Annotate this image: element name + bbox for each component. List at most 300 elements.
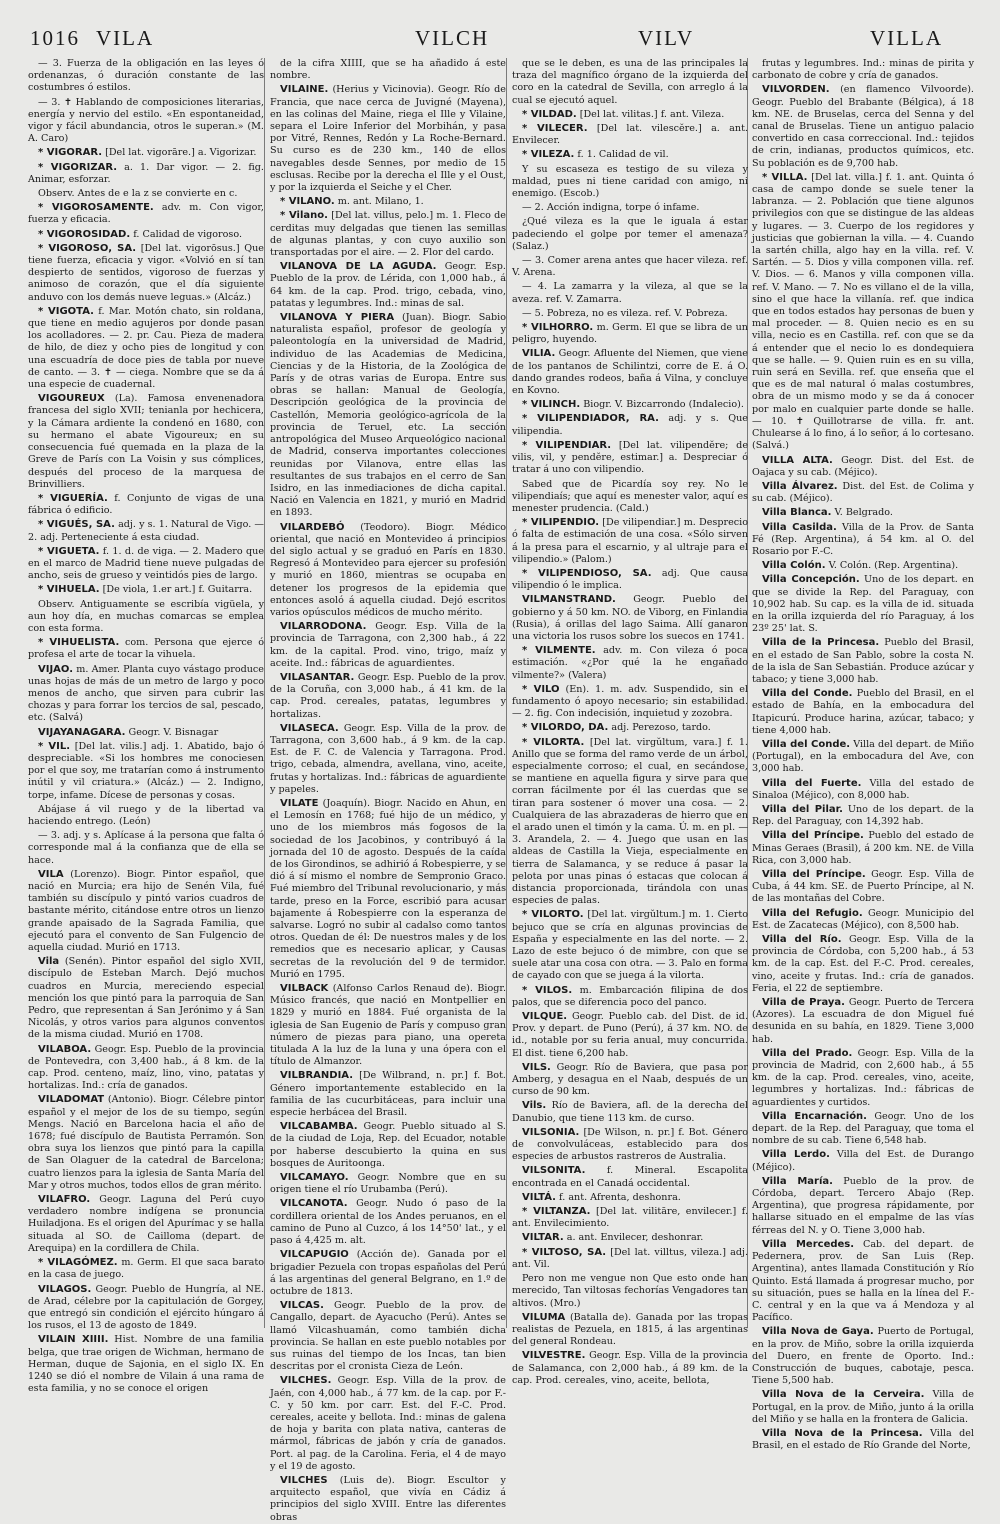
- entry-headword: * VILTANZA.: [522, 1206, 591, 1218]
- entry-text: Geogr. Uno de los depart. de la Rep. del Paraguay, que toma el nombre de su cab. Tiene 6,548 hab.: [752, 1110, 974, 1147]
- guide-word: VILLA: [870, 26, 943, 50]
- entry-text: Geogr. Pueblo cab. del Dist. de id. Prov. y depart. de Puno (Perú), á 37 km. NO. de id., notable por su feria anual, muy concurrida. El dist. tiene 6,200 hab.: [512, 1011, 748, 1059]
- dictionary-entry: [512, 722, 748, 734]
- entry-headword: VILTÁ.: [522, 1191, 556, 1203]
- entry-text: Observ. Antiguamente se escribía vigüela, y aun hoy día, en muchas comarcas se emplea con esta forma.: [28, 598, 264, 634]
- dictionary-entry: [28, 393, 264, 491]
- entry-headword: Villa del Fuerte.: [762, 777, 862, 789]
- dictionary-entry: [512, 1165, 748, 1189]
- entry-headword: VILANOVA Y PIERA: [280, 312, 395, 324]
- entry-text: Uno de los depart. en que se divide la Rep. del Paraguay, con 10,902 hab. Su cap. es la villa de id. situada en la orilla izquierda del río Paraguay, á los 23º 25' lat. S.: [752, 574, 974, 635]
- dictionary-entry: [270, 723, 506, 796]
- entry-headword: VILANOVA DE LA AGUDA.: [280, 261, 437, 273]
- entry-text: — 4. La zamarra y la vileza, al que se la aveza. ref. V. Zamarra.: [512, 281, 748, 305]
- entry-text: Geogr. Dist. del Est. de Oajaca y su cab. (Méjico).: [752, 454, 974, 478]
- entry-headword: * VIGORIZAR.: [38, 161, 118, 173]
- dictionary-entry: [28, 637, 264, 661]
- entry-text: Geogr. Esp. Villa de Cuba, á 44 km. SE. de Puerto Príncipe, al N. de las montañas del Cobre.: [752, 869, 974, 905]
- entry-text: Hist. Nombre de una familia belga, que trae origen de Wichman, hermano de Herman, duque de Sajonia, en el siglo IX. En 1240 se dió el nombre de Vilain á una rama de esta familia, y no se conoce el origen: [28, 1334, 264, 1395]
- entry-headword: Vila: [38, 956, 60, 968]
- entry-text: (En). 1. m. adv. Suspendido, sin el fundamento ó apoyo necesario; sin estabilidad. — 2. fig. Con indecisión, inquietud y zozobra.: [512, 683, 748, 720]
- entry-headword: Villa del Pilar.: [762, 803, 843, 815]
- entry-headword: * VIGUERÍA.: [38, 492, 108, 504]
- entry-text: Geogr. Esp. Villa de la prov. de Tarragona, con 3,600 hab., á 9 km. de la cap. Est. de F. C. de Valencia y Tarragona. Prod. trigo, cebada, almendra, avellana, vino, aceite, frutas y hortalizas. Ind.: fábricas de aguardiente y papeles.: [270, 722, 506, 795]
- dictionary-entry: [28, 243, 264, 304]
- entry-headword: VILS.: [522, 1061, 551, 1073]
- dictionary-entry: [512, 568, 748, 592]
- entry-headword: * VIGOROSO, SA.: [38, 242, 137, 254]
- entry-headword: VILCAMAYO.: [280, 1172, 349, 1184]
- entry-text: (Luis de). Biogr. Escultor y arquitecto español, que vivía en Cádiz á principios del siglo XVIII. Entre las diferentes obras: [270, 1474, 506, 1523]
- entry-headword: Villa Concepción.: [762, 574, 860, 586]
- entry-headword: Villa del Conde.: [762, 688, 853, 700]
- entry-headword: VILAIN XIIII.: [38, 1334, 109, 1346]
- entry-text: ¿Qué vileza es la que le iguala á estar padeciendo el golpe por temer el amenaza? (Salaz.): [512, 216, 748, 252]
- entry-text: [Del lat. vigorōsus.] Que tiene fuerza, eficacia y vigor. «Volvió en sí tan despierto de sentidos, vigoroso de fuerzas y animoso de corazón, que el día siguiente anduvo con los demás nueve leguas.» (Alcáz.): [28, 242, 264, 303]
- entry-text: Villa del Brasil, en el estado de Río Grande del Norte,: [752, 1427, 974, 1452]
- entry-text: [De vilipendiar.] m. Desprecio ó falta de estimación de una cosa. «Sólo sirven á la presa para el escarnio, y al ultraje para el vilipendio.» (Palom.): [512, 517, 748, 565]
- entry-headword: * VILEZA.: [522, 149, 575, 161]
- dictionary-entry: [752, 481, 974, 505]
- dictionary-entry: [28, 1094, 264, 1192]
- entry-headword: VILBRANDIA.: [280, 1070, 354, 1082]
- dictionary-entry: [752, 560, 974, 572]
- dictionary-entry: [512, 645, 748, 682]
- dictionary-entry: [752, 1111, 974, 1148]
- entry-text: Geogr. Esp. Villa de la provincia de Salamanca, con 2,000 hab., á 89 km. de la cap. Prod. cereales, vino, aceite, bellota,: [512, 1350, 748, 1386]
- entry-headword: VILVORDEN.: [762, 84, 830, 96]
- dictionary-entry: [28, 58, 264, 95]
- entry-text: — 3. Comer arena antes que hacer vileza. ref. V. Arena.: [512, 255, 748, 279]
- entry-text: — 3. ✝ Hablando de composiciones literarias, energía y nervio del estilo. «En espontaneidad, vigor y fácil abundancia, otros le superan.» (M. A. Caro): [28, 96, 264, 145]
- entry-headword: Villa del Río.: [762, 934, 842, 946]
- entry-headword: Villa de Praya.: [762, 997, 845, 1009]
- dictionary-entry: [512, 202, 748, 214]
- entry-text: [Del lat. villus, pelo.] m. 1. Fleco de cerditas muy delgadas que tienen las semillas de algunas plantas, y con cuyo auxilio son transportadas por el aire. — 2. Flor del cardo.: [270, 210, 506, 259]
- dictionary-entry: [512, 1232, 748, 1244]
- dictionary-entry: [28, 202, 264, 226]
- dictionary-entry: [28, 519, 264, 543]
- entry-headword: VILAFRO.: [38, 1194, 91, 1206]
- entry-text: [De Wilson, n. pr.] f. Bot. Género de convolvuláceas, establecido para dos especies de arbustos rastreros de Australia.: [512, 1126, 748, 1163]
- entry-text: Geogr. Esp. Villa de la prov. de Jaén, con 4,000 hab., á 77 km. de la cap. por F.-C. y 50 km. por carr. Est. del F.-C. Prod. cereales, aceite y bellota. Ind.: minas de galena de hoja y barita con plata nativa, canteras de mármol, fábricas de jabón y cría de ganados. Port. al pag. de la Carolina. Feria, el 4 de mayo y el 19 de agosto.: [270, 1375, 506, 1472]
- entry-headword: Villa Nova de Gaya.: [762, 1326, 874, 1338]
- dictionary-entry: [28, 546, 264, 583]
- entry-headword: * VIGOTA.: [38, 305, 94, 317]
- entry-text: Uno de los depart. de la Rep. del Paraguay, con 14,392 hab.: [752, 803, 975, 828]
- entry-text: [Del lat. virgŭltum, vara.] f. 1. Anillo que se forma del ramo verde de un árbol, especialmente corroso; el cual, en secándose, se mantiene en aquella figura y sirve para que corran fácilmente por él las cuerdas que se tiran para sostener ó mover una cosa. — 2. Cualquiera de las abrazaderas de hierro que en el arado unen el timón y la cama. Ú. m. en pl. — 3. Arandela, 2. — 4. Juego que usan en las aldeas de Castilla la Vieja, especialmente en tierra de Salamanca, y se reduce á pasar la pelota por unas pinas ó estacas que colocan á distancia proporcionada, tirándola con unas especies de palas.: [512, 736, 748, 907]
- entry-text: adj. y s. Que vilipendia.: [512, 413, 748, 437]
- entry-headword: * VILIPENDIAR.: [522, 439, 612, 451]
- dictionary-entry: [752, 455, 974, 479]
- entry-text: Geogr. Pueblo de la prov. de Cangallo, depart. de Ayacucho (Perú). Antes se llamó Vilcashuamán, como también dicha provincia. Se hallan en este pueblo notables por sus ruinas del tiempo de los Incas, tan bien descritas por el cronista Cieza de León.: [270, 1300, 506, 1373]
- text-column: [752, 58, 975, 1452]
- dictionary-entry: [512, 413, 748, 437]
- dictionary-entry: [512, 1062, 748, 1099]
- entry-headword: Villa de la Princesa.: [762, 637, 880, 649]
- entry-text: m. Germ. El que saca barato en la casa de juego.: [28, 1257, 264, 1281]
- entry-headword: VILAINE.: [280, 84, 329, 96]
- entry-headword: VILASANTAR.: [280, 671, 355, 683]
- dictionary-entry: [512, 985, 748, 1009]
- entry-text: m. Germ. El que se libra de un peligro, huyendo.: [512, 322, 748, 346]
- entry-headword: Villa Colón.: [762, 560, 826, 572]
- entry-text: Geogr. Río de Baviera, que pasa por Amberg, y desagua en el Naab, después de un curso de 90 km.: [512, 1061, 748, 1098]
- entry-text: Sabed que de Picardía soy rey. No le vilipendiaís; que aquí es menester valor, aquí es menester prudencia. (Cald.): [512, 478, 748, 514]
- entry-headword: VILARRODONA.: [280, 621, 367, 633]
- entry-headword: VILABOA.: [38, 1043, 92, 1055]
- entry-text: Geogr. Esp. Villa de la provincia de Córdoba, con 5,200 hab., á 53 km. de la cap. Est. del F.-C. Prod. cereales, vino, aceite y frutas. Ind.: cría de ganados. Feria, el 22 de septiembre.: [752, 934, 974, 994]
- entry-text: (Juan). Biogr. Sabio naturalista español, profesor de geología y paleontología en la universidad de Madrid, individuo de las Academias de Medicina, Ciencias y de la Historia, de la Zoológica de París y de otras varias de Europa. Entre sus obras se hallan: Manual de Geología, Descripción geológica de la provincia de Castellón, Memoria geológico-agrícola de la provincia de Teruel, etc. La sección antropológica del Museo Arqueológico nacional de Madrid, conserva importantes colecciones reunidas por Vilanova, entre ellas las resultantes de sus trabajos en el cerro de San Isidro, en las inmediaciones de dicha capital. Nació en Valencia en 1821, y murió en Madrid en 1893.: [270, 312, 506, 519]
- dictionary-entry: [270, 312, 506, 519]
- entry-headword: * VILIPENDIOSO, SA.: [522, 567, 652, 579]
- entry-text: Geogr. Afluente del Niemen, que viene de los pantanos de Schilintzi, corre de E. á O. dando grandes rodeos, baña á Vilna, y concluye en Kovno.: [512, 348, 748, 397]
- entry-text: Geogr. Pueblo de Hungría, al NE. de Arad, célebre por la capitulación de Gorgey, que entregó sin condición el ejército húngaro á los rusos, el 13 de agosto de 1849.: [28, 1283, 264, 1332]
- dictionary-entry: [512, 1350, 748, 1387]
- dictionary-entry: [752, 778, 974, 802]
- dictionary-entry: [512, 1127, 748, 1164]
- dictionary-entry: [28, 1194, 264, 1255]
- entry-headword: * VILLA.: [762, 171, 808, 183]
- dictionary-entry: [270, 1375, 506, 1473]
- entry-headword: Vils.: [522, 1100, 547, 1112]
- entry-text: V. Colón. (Rep. Argentina).: [828, 560, 959, 572]
- dictionary-entry: [28, 804, 264, 828]
- entry-headword: * VILECER.: [522, 123, 588, 135]
- entry-text: Geogr. Esp. Villa de la provincia de Madrid, con 2,600 hab., á 55 km. de la cap. Prod. cereales, vino, aceite, legumbres y hortalizas. Ind.: fábricas de aguardientes y curtidos.: [752, 1047, 974, 1108]
- dictionary-entry: [270, 210, 506, 259]
- dictionary-entry: [512, 1100, 748, 1124]
- entry-headword: VIGOUREUX: [38, 393, 105, 405]
- entry-text: Pueblo de la prov. de Córdoba, depart. Tercero Abajo (Rep. Argentina), que progresa rápidamente, por hallarse situado en el empalme de las vías férreas del N. y O. Tiene 3,000 hab.: [752, 1175, 974, 1236]
- dictionary-entry: [512, 594, 748, 643]
- dictionary-entry: [512, 308, 748, 320]
- dictionary-entry: [270, 672, 506, 721]
- entry-text: (La). Famosa envenenadora francesa del siglo XVII; tenianla por hechicera, y la Cámara ardiente la condenó en 1680, con su hermano el abate Vigoureux; en su consecuencia fué quemada en la plaza de la Greve de París con La Voisin y sus cómplices, después del proceso de la marquesa de Brinvilliers.: [28, 393, 264, 490]
- entry-text: Geogr. Municipio del Est. de Zacatecas (Méjico), con 8,500 hab.: [752, 907, 974, 931]
- entry-headword: Villa Casilda.: [762, 521, 837, 533]
- entry-headword: Villa Nova de la Princesa.: [762, 1427, 923, 1439]
- entry-text: Biogr. V. Bizcarrondo (Indalecio).: [583, 399, 744, 411]
- entry-text: f. 1. d. de viga. — 2. Madero que en el marco de Madrid tiene nueve pulgadas de ancho, seis de grueso y veintidós pies de largo.: [28, 545, 264, 582]
- entry-text: Geogr. Esp. Pueblo de la prov. de la Coruña, con 3,000 hab., á 41 km. de la cap. Prod. cereales, patatas, legumbres y hortalizas.: [270, 671, 506, 720]
- entry-headword: Villa Nova de la Cerveira.: [762, 1389, 925, 1401]
- dictionary-entry: [752, 522, 974, 559]
- guide-word: VILV: [638, 26, 695, 50]
- dictionary-entry: [512, 1192, 748, 1204]
- dictionary-entry: [752, 688, 974, 737]
- entry-text: Villa del depart. de Miño (Portugal), en la embocadura del Ave, con 3,000 hab.: [752, 738, 974, 775]
- entry-text: Geogr. Puerto de Tercera (Azores). La escuadra de don Miguel fué desunida en su bahía, en 1829. Tiene 3,000 hab.: [752, 997, 974, 1045]
- entry-text: Geogr. Esp. Villa de la provincia de Tarragona, con 2,300 hab., á 22 km. de la capital. Prod. vino, trigo, maíz y aceite. Ind.: fábricas de aguardientes.: [270, 621, 506, 669]
- entry-headword: VILSONIA.: [522, 1126, 580, 1138]
- dictionary-entry: [28, 188, 264, 200]
- entry-headword: * VILINCH.: [522, 399, 581, 411]
- entry-text: adv. m. Con vigor, fuerza y eficacia.: [28, 202, 264, 226]
- dictionary-entry: [512, 684, 748, 721]
- dictionary-entry: [752, 574, 974, 635]
- entry-text: Abájase á vil ruego y de la libertad va haciendo entrego. (León): [28, 803, 264, 827]
- entry-headword: Villa del Príncipe.: [762, 869, 866, 880]
- dictionary-entry: [270, 1249, 506, 1298]
- entry-text: Geogr. Esp. Pueblo de la provincia de Pontevedra, con 3,400 hab., á 8 km. de la cap. Prod. centeno, maíz, lino, vino, patatas y hortalizas. Ind.: cría de ganados.: [28, 1043, 264, 1092]
- entry-text: f. Mineral. Escapolita encontrada en el Canadá occidental.: [512, 1165, 748, 1189]
- dictionary-entry: [270, 621, 506, 670]
- entry-headword: VILADOMAT: [38, 1094, 105, 1106]
- guide-word: VILA: [96, 26, 155, 50]
- entry-text: (Antonio). Biogr. Célebre pintor español y el mejor de los de su tiempo, según Mengs. Nació en Barcelona hacia el año de 1678; fué discípulo de Bautista Perramón. Son obra suya los lienzos que pintó para la capilla de San Olaguer de la catedral de Barcelona; cuatro lienzos para la iglesia de Santa María del Mar y otros muchos, todos ellos de gran mérito.: [28, 1094, 264, 1191]
- dictionary-entry: [270, 84, 506, 194]
- dictionary-entry: [752, 172, 974, 453]
- entry-text: Villa del estado de Sinaloa (Méjico), con 8,000 hab.: [752, 777, 974, 801]
- page-header: [30, 26, 970, 56]
- dictionary-entry: [28, 147, 264, 159]
- entry-text: de la cifra XIIII, que se ha añadido á este nombre.: [270, 58, 506, 82]
- text-column: [28, 58, 264, 1395]
- entry-text: (Herius y Vicinovia). Geogr. Río de Francia, que nace cerca de Juvigné (Mayena), en las colinas del Maine, riega el Ille y Vilaine, separa el Loire Inferior del Morbihán, y pasa por Vitré, Rennes, Redón y La Roche-Bernard. Su curso es de 230 km., 140 de ellos navegables desde Sennes, por medio de 15 esclusas. Recibe por la derecha el Ille y el Oust, y por la izquierda el Seiche y el Cher.: [270, 84, 506, 194]
- entry-text: com. Persona que ejerce ó profesa el arte de tocar la vihuela.: [28, 637, 264, 661]
- dictionary-entry: [752, 1176, 974, 1237]
- dictionary-entry: [270, 58, 506, 82]
- entry-headword: * VILTOSO, SA.: [522, 1246, 607, 1258]
- dictionary-entry: [512, 149, 748, 161]
- entry-headword: * VILDAD.: [522, 108, 577, 120]
- dictionary-entry: [28, 1284, 264, 1333]
- entry-headword: * VIGUÉS, SA.: [38, 519, 115, 531]
- dictionary-entry: [28, 830, 264, 867]
- entry-text: — 3. adj. y s. Aplícase á la persona que falta ó corresponde mal á la confianza que de ella se hace.: [28, 830, 264, 866]
- dictionary-entry: [512, 164, 748, 201]
- entry-headword: Villa del Refugio.: [762, 907, 863, 919]
- entry-headword: VILCAPUGIO: [280, 1249, 349, 1261]
- dictionary-entry: [270, 1475, 506, 1524]
- entry-headword: * VIGOROSIDAD.: [38, 228, 131, 240]
- entry-text: [Del lat. vilitas.] f. ant. Vileza.: [579, 108, 725, 120]
- entry-text: — 2. Acción indigna, torpe ó infame.: [522, 202, 700, 214]
- dictionary-entry: [28, 493, 264, 517]
- dictionary-entry: [270, 983, 506, 1068]
- entry-headword: * VILORDO, DA.: [522, 722, 609, 734]
- entry-headword: VILATE: [280, 797, 319, 809]
- dictionary-entry: [28, 1334, 264, 1395]
- entry-text: f. 1. Calidad de vil.: [577, 149, 669, 161]
- dictionary-entry: [512, 281, 748, 305]
- entry-headword: VIJAYANAGARA.: [38, 726, 126, 738]
- entry-text: a. 1. Dar vigor. — 2. fig. Animar, esforzar.: [28, 161, 264, 185]
- entry-text: Pueblo del estado de Minas Geraes (Brasil), á 200 km. NE. de Villa Rica, con 3,000 hab.: [752, 830, 974, 866]
- entry-text: Puerto de Portugal, en la prov. de Miño, sobre la orilla izquierda del Duero, en frente de Oporto. Ind.: Construcción de buques, cabotaje, pesca. Tiene 5,500 hab.: [752, 1326, 974, 1387]
- entry-headword: VILMANSTRAND.: [522, 594, 616, 606]
- entry-headword: * VILORTO.: [522, 909, 584, 921]
- entry-text: Geogr. V. Bisnagar: [128, 726, 219, 738]
- dictionary-entry: [270, 1070, 506, 1119]
- entry-headword: VILTAR.: [522, 1232, 564, 1244]
- dictionary-entry: [512, 109, 748, 121]
- dictionary-entry: [752, 84, 974, 169]
- entry-text: adj. y s. 1. Natural de Vigo. — 2. adj. Perteneciente á esta ciudad.: [28, 519, 264, 543]
- dictionary-entry: [28, 1044, 264, 1093]
- text-column: [512, 58, 749, 1386]
- dictionary-entry: [752, 739, 974, 776]
- dictionary-entry: [752, 1048, 974, 1109]
- dictionary-entry: [512, 909, 748, 982]
- entry-text: [De Wilbrand, n. pr.] f. Bot. Género importantemente establecido en la familia de las cucurbitáceas, para incluir una especie herbácea del Brasil.: [270, 1070, 506, 1119]
- dictionary-entry: [512, 440, 748, 477]
- entry-headword: * VIHUELA.: [38, 584, 100, 596]
- entry-headword: VIJAO.: [38, 663, 73, 675]
- entry-text: (Joaquín). Biogr. Nacido en Ahun, en el Lemosín en 1768; fué hijo de un médico, y uno de los miembros más fogosos de la sociedad de los Jacobinos, y contribuyó á la jornada del 10 de agosto. Después de la caída de los Girondinos, se adhirió á Robespierre, y se dió á sí mismo el nombre de Sempronio Graco. Fué miembro del Tribunal revolucionario, y más tarde, preso en la Force, escribió para acusar bajamente á Robespierre con la esperanza de salvarse. Logró no subir al cadalso como tantos otros. Quedan de él: De nuestros males y de los remedios que es necesario aplicar, y Causas secretas de la revolución del 9 de termidor. Murió en 1795.: [270, 797, 506, 980]
- dictionary-entry: [28, 584, 264, 596]
- entry-headword: * VILOS.: [522, 984, 573, 996]
- dictionary-entry: [752, 997, 974, 1046]
- dictionary-entry: [752, 58, 974, 82]
- dictionary-entry: [270, 1172, 506, 1196]
- dictionary-entry: [270, 798, 506, 981]
- dictionary-entry: [28, 956, 264, 1041]
- entry-headword: VILVESTRE.: [522, 1350, 586, 1362]
- dictionary-entry: [512, 1247, 748, 1271]
- dictionary-entry: [752, 1239, 974, 1324]
- entry-text: [Del lat. villtus, vileza.] adj. ant. Vil.: [512, 1246, 749, 1270]
- entry-headword: VILLA ALTA.: [762, 454, 833, 466]
- dictionary-entry: [512, 1206, 748, 1230]
- entry-headword: VILAGOS.: [38, 1283, 92, 1295]
- dictionary-entry: [752, 804, 974, 828]
- entry-headword: * VILO: [522, 683, 560, 695]
- dictionary-entry: [512, 255, 748, 279]
- entry-headword: VILSONITA.: [522, 1165, 586, 1177]
- entry-headword: * VIL.: [38, 740, 70, 752]
- dictionary-entry: [28, 229, 264, 241]
- entry-text: (Acción de). Ganada por el brigadier Pezuela con tropas españolas del Perú á las argentinas del general Belgrano, en 1.º de octubre de 1813.: [270, 1249, 506, 1297]
- entry-headword: * VILORTA.: [522, 736, 585, 748]
- entry-text: [Del lat. villa.] f. 1. ant. Quinta ó casa de campo donde se suele tener la labranza. — 2. Población que tiene algunos privilegios con que se distingue de las aldeas y lugares. — 3. Cuerpo de los regidores y justicias que gobiernan la villa. — 4. Cuando la sartén chilla, algo hay en la villa. ref. V. Sartén. — 5. Dios y villa componen villa. ref. V. Dios. — 6. Manos y villa componen villa. ref. V. Mano. — 7. No es villano el de la villa, sino el que hace la villanía. ref. que indica que en todos estados hay personas de buen y mal proceder. — 8. Quien necio es en su villa, necio es en Castilla. ref. con que se da á entender que el necio lo es dondequiera que se halle. — 9. Quien ruin es en su villa, ruin será en Sevilla. ref. que enseña que el que es de mal natural ó malas costumbres, obra de un mismo modo y se da á conocer por malo en cualquier parte donde se halle. — 10. ✝ Quillotrarse de villa. fr. ant. Chulearse á lo fino, á lo señor, á lo cortesano. (Salvá.): [752, 171, 975, 452]
- page-number: 1016: [30, 26, 80, 50]
- entry-headword: VILIA.: [522, 348, 556, 360]
- entry-text: que se le deben, es una de las principales la traza del magnífico órgano de la izquierda del coro en la catedral de Sevilla, con arreglo á la cual se ejecutó aquel.: [512, 58, 748, 106]
- dictionary-entry: [28, 869, 264, 954]
- entry-headword: VILBACK: [280, 983, 329, 995]
- dictionary-entry: [752, 1326, 974, 1387]
- entry-text: f. Mar. Motón chato, sin roldana, que tiene en medio agujeros por donde pasan los acolladores. — 2. pr. Cau. Pieza de madera de hilo, de diez y ocho pies de longitud y con una escuadría de doce pies de tabla por nueve de canto. — 3. ✝ — ciega. Nombre que se da á una especie de cuadernal.: [28, 305, 264, 391]
- entry-headword: * VILAGÓMEZ.: [38, 1257, 118, 1269]
- entry-text: (en flamenco Vilvoorde). Geogr. Pueblo del Brabante (Bélgica), á 18 km. NE. de Bruselas, cerca del Senna y del canal de Bruselas. Tiene un antiguo palacio convertido en casa correccional. Ind.: tejidos de crin, indianas, productos químicos, etc. Su población es de 9,700 hab.: [752, 84, 974, 169]
- entry-headword: Villa Álvarez.: [762, 480, 838, 492]
- entry-text: frutas y legumbres. Ind.: minas de pirita y carbonato de cobre y cría de ganados.: [752, 58, 974, 82]
- entry-headword: Villa Blanca.: [762, 507, 832, 519]
- entry-text: Y su escaseza es testigo de su vileza y maldad, pues ni tiene caridad con amigo, ni enemigo. (Escob.): [512, 163, 748, 200]
- text-column: [270, 58, 506, 1523]
- dictionary-entry: [28, 599, 264, 636]
- entry-text: Río de Baviera, afl. de la derecha del Danubio, que tiene 113 km. de curso.: [512, 1100, 748, 1124]
- entry-text: Pueblo del Brasil, en el estado de San Pablo, sobre la costa N. de la isla de San Sebastián. Produce azúcar y tabaco; y tiene 3,000 hab.: [752, 637, 975, 685]
- entry-text: Geogr. Nudo ó paso de la cordillera oriental de los Andes peruanos, en el camino de Puno al Cuzco, á los 14°50' lat., y el paso á 4,425 m. alt.: [270, 1198, 506, 1247]
- entry-text: V. Belgrado.: [834, 507, 893, 519]
- entry-headword: * Vilano.: [280, 210, 328, 222]
- entry-text: — 3. Fuerza de la obligación en las leyes ó ordenanzas, ó duración constante de las costumbres ó estilos.: [28, 58, 264, 94]
- entry-headword: * VIGOROSAMENTE.: [38, 202, 154, 214]
- entry-headword: * VIGORAR.: [38, 147, 103, 159]
- entry-text: m. ant. Milano, 1.: [337, 196, 424, 208]
- dictionary-entry: [270, 1121, 506, 1170]
- entry-text: Geogr. Nombre que en su origen tiene el río Urubamba (Perú).: [270, 1172, 506, 1196]
- dictionary-entry: [752, 869, 974, 906]
- dictionary-entry: [512, 58, 748, 107]
- entry-headword: VILCAS.: [280, 1300, 324, 1312]
- dictionary-entry: [28, 664, 264, 725]
- entry-text: (Lorenzo). Biogr. Pintor español, que nació en Murcia; era hijo de Senén Vila, fué también su discípulo y pintó varios cuadros de bastante mérito, citándose entre otros un lienzo grande apaisado de la Sagrada Familia, que ejecutó para el convento de San Fulgencio de aquella ciudad. Murió en 1713.: [28, 868, 264, 954]
- entry-headword: * VILIPENDIADOR, RA.: [522, 413, 659, 425]
- entry-headword: Villa María.: [762, 1175, 833, 1187]
- entry-text: Dist. del Est. de Colima y su cab. (Méjico).: [752, 480, 974, 505]
- dictionary-entry: [512, 1312, 748, 1349]
- entry-text: (Teodoro). Biogr. Médico oriental, que nació en Montevideo á principios del siglo actual y se graduó en París en 1830. Regresó á Montevideo para ejercer su profesión y murió en 1860, mientras se ocupaba en detener los progresos de la epidemia que entonces asoló á aquella ciudad. Dejó escritos varios opúsculos médicos de mucho mérito.: [270, 521, 506, 618]
- dictionary-entry: [512, 1273, 748, 1310]
- entry-text: adj. Perezoso, tardo.: [611, 722, 711, 734]
- dictionary-entry: [270, 522, 506, 620]
- entry-text: Geogr. Pueblo situado al S. de la ciudad de Loja, Rep. del Ecuador, notable por haberse descubierto la quina en sus bosques de Auritoonga.: [270, 1121, 506, 1169]
- entry-text: Geogr. Laguna del Perú cuyo verdadero nombre indígena se pronuncia Huiladjona. Es el origen del Apurímac y se halla situada al SO. de Cailloma (depart. de Arequipa) en la cordillera de Chila.: [28, 1194, 264, 1254]
- entry-headword: Villa Encarnación.: [762, 1110, 867, 1122]
- dictionary-entry: [752, 1149, 974, 1173]
- dictionary-entry: [270, 1198, 506, 1247]
- entry-headword: Villa del Conde.: [762, 738, 851, 750]
- entry-headword: VILQUE.: [522, 1011, 568, 1023]
- entry-text: — 5. Pobreza, no es vileza. ref. V. Pobreza.: [522, 307, 728, 319]
- entry-text: Cab. del depart. de Pedernera, prov. de San Luis (Rep. Argentina), antes llamada Constitución y Río Quinto. Está llamada á progresar mucho, por su situación, pues se halla en la línea del F.-C. central y en la que va á Mendoza y al Pacífico.: [752, 1238, 974, 1324]
- entry-text: a. ant. Envilecer, deshonrar.: [566, 1232, 704, 1244]
- dictionary-entry: [512, 322, 748, 346]
- dictionary-entry: [752, 830, 974, 867]
- entry-text: adv. m. Con vileza ó poca estimación. «¿Por qué la he engañado vilmente?» (Valera): [512, 645, 748, 681]
- entry-headword: * VILANO.: [280, 196, 335, 208]
- entry-text: adj. Que causa vilipendio ó le implica.: [512, 567, 748, 592]
- dictionary-entry: [512, 1011, 748, 1060]
- entry-text: f. Calidad de vigoroso.: [133, 228, 242, 240]
- entry-headword: Villa Mercedes.: [762, 1238, 855, 1250]
- dictionary-entry: [752, 934, 974, 995]
- dictionary-entry: [270, 1300, 506, 1373]
- dictionary-entry: [28, 1257, 264, 1281]
- entry-text: Pueblo del Brasil, en el estado de Bahía, en la embocadura del Itapicurú. Produce harina, azúcar, tabaco; y tiene 4,000 hab.: [752, 688, 974, 736]
- entry-headword: * VILMENTE.: [522, 645, 596, 657]
- entry-headword: * VILHORRO.: [522, 322, 594, 334]
- entry-text: f. Conjunto de vigas de una fábrica ó edificio.: [28, 492, 264, 517]
- entry-text: Geogr. Esp. Pueblo de la prov. de Lérida, con 1,000 hab., á 64 km. de la cap. Prod. trigo, cebada, vino, patatas y legumbres. Ind.: minas de sal.: [270, 261, 506, 309]
- dictionary-entry: [752, 1389, 974, 1426]
- entry-text: [De viola, 1.er art.] f. Guitarra.: [102, 584, 253, 596]
- entry-headword: * VIGUETA.: [38, 545, 100, 557]
- entry-text: Observ. Antes de e la z se convierte en c.: [38, 188, 238, 200]
- entry-text: [Del lat. vilipendĕre; de vilis, vil, y pendĕre, estimar.] a. Despreciar ó tratar á uno con vilipendio.: [512, 439, 748, 476]
- dictionary-entry: [512, 216, 748, 253]
- entry-headword: VILCHES.: [280, 1375, 332, 1387]
- entry-headword: Villa Lerdo.: [762, 1149, 830, 1161]
- entry-text: (Batalla de). Ganada por las tropas realistas de Pezuela, en 1815, á las argentinas del general Rondeau.: [512, 1311, 748, 1348]
- dictionary-entry: [512, 479, 748, 516]
- entry-text: m. Amer. Planta cuyo vástago produce unas hojas de más de un metro de largo y poco menos de ancho, que sirven para cubrir las chozas y para forrar los tercios de sal, pescado, etc. (Salvá): [28, 663, 264, 724]
- entry-headword: VILCHES: [280, 1474, 328, 1486]
- entry-text: Pero non me vengue non Que esto onde han merecido, Tan viltosas fechorías Vengadores tan altivos. (Mro.): [512, 1273, 748, 1309]
- dictionary-entry: [752, 637, 974, 686]
- entry-headword: VILUMA: [522, 1311, 566, 1323]
- entry-text: f. ant. Afrenta, deshonra.: [559, 1191, 681, 1203]
- dictionary-entry: [752, 507, 974, 519]
- entry-text: [Del lat. vilitāre, envilecer.] f. ant. Envilecimiento.: [512, 1206, 749, 1230]
- entry-headword: VILCANOTA.: [280, 1198, 348, 1210]
- dictionary-entry: [512, 123, 748, 147]
- column-divider: [264, 58, 265, 1328]
